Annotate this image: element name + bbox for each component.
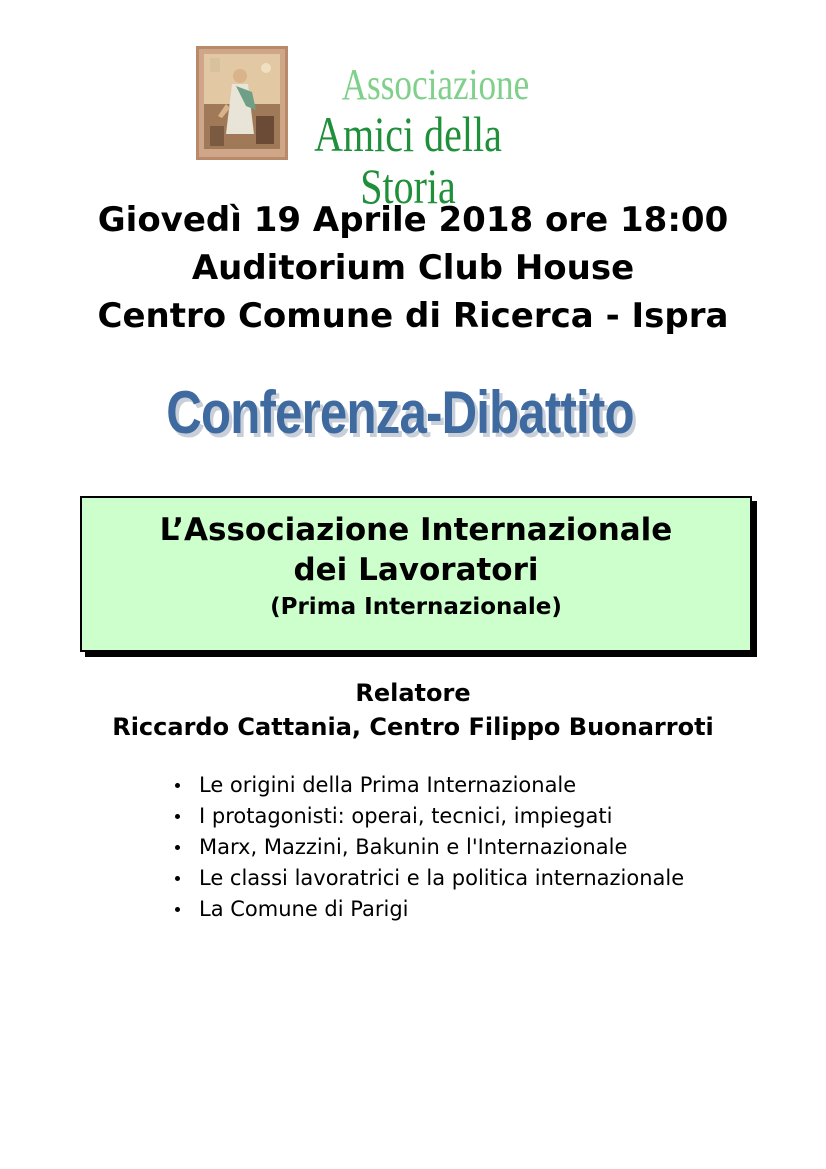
event-location: Centro Comune di Ricerca - Ispra: [97, 296, 729, 336]
topic-box: [80, 496, 752, 652]
topic-subtitle: (Prima Internazionale): [270, 594, 562, 620]
event-date-time: Giovedì 19 Aprile 2018 ore 18:00: [97, 200, 729, 240]
list-item-text: Le classi lavoratrici e la politica internazionale: [199, 866, 685, 890]
list-item: [172, 770, 684, 801]
list-item: [172, 863, 684, 894]
speaker-name: Riccardo Cattania, Centro Filippo Buonarroti: [112, 713, 714, 741]
topic-title-line1: L’Associazione Internazionale: [159, 512, 673, 548]
list-item-text: Marx, Mazzini, Bakunin e l'Internazionale: [199, 835, 628, 859]
event-venue: Auditorium Club House: [191, 248, 635, 288]
speaker-label: Relatore: [355, 679, 471, 707]
association-logo-text: [300, 60, 530, 214]
speaker-block: [0, 676, 826, 744]
fresco-painting-icon: [196, 46, 288, 160]
bullet-icon: [175, 876, 180, 881]
event-details: [0, 196, 826, 340]
list-item: [172, 801, 684, 832]
list-item-text: I protagonisti: operai, tecnici, impiegati: [199, 804, 613, 828]
bullet-icon: [175, 907, 180, 912]
association-name-line1: Associazione: [341, 60, 530, 109]
association-name-line2: Amici della Storia: [314, 106, 502, 214]
list-item-text: Le origini della Prima Internazionale: [199, 773, 577, 797]
bullet-icon: [175, 814, 180, 819]
list-item: [172, 894, 684, 925]
topic-bullet-list: [172, 770, 684, 925]
topic-title-line2: dei Lavoratori: [293, 552, 539, 588]
list-item: [172, 832, 684, 863]
list-item-text: La Comune di Parigi: [199, 897, 409, 921]
conference-type-heading: Conferenza-Dibattito: [166, 379, 634, 446]
bullet-icon: [175, 845, 180, 850]
bullet-icon: [175, 783, 180, 788]
